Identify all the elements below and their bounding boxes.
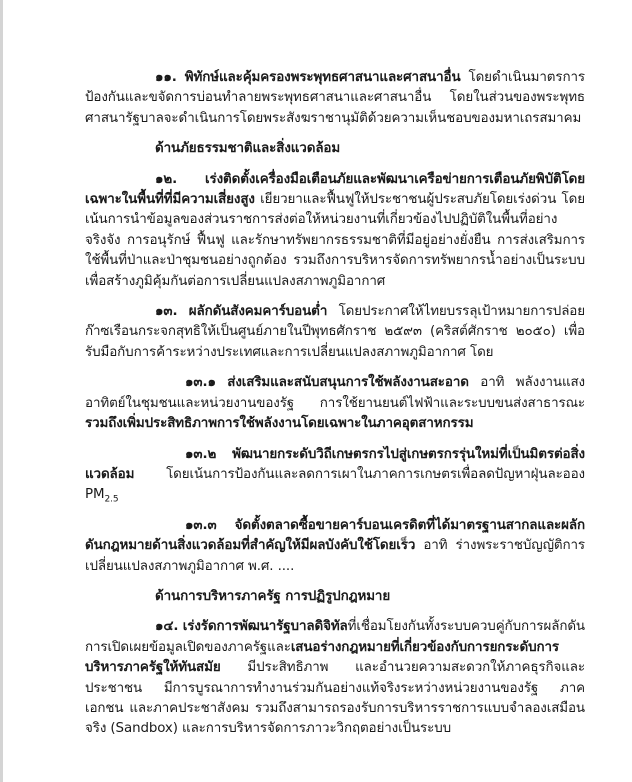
item-number: ๑๓.	[155, 304, 178, 320]
item-text: อาทิ พลังงานแสงอาทิตย์ในชุมชนและหน่วยงานของรัฐ การใช้ยานยนต์ไฟฟ้าและระบบขนส่งสาธารณะ	[85, 375, 585, 411]
item-title: ผลักดันสังคมคาร์บอนต่ำ	[188, 304, 328, 320]
item-title: พิทักษ์และคุ้มครองพระพุทธศาสนาและศาสนาอื่น	[184, 70, 461, 85]
item-number: ๑๓.๑	[185, 375, 216, 391]
item-text: โดยเน้นการป้องกันและลดการเผาในภาคการเกษตรเพื่อลดปัญหาฝุ่นละออง PM	[85, 466, 585, 503]
document-body	[85, 68, 585, 750]
item-title: จัดตั้งตลาดซื้อขายคาร์บอนเครดิตที่ได้มาตรฐานสากลและผลักดันกฎหมายด้านสิ่งแวดล้อมที่สำคัญให้มีผลบังคับใช้โดยเร็ว	[85, 517, 585, 554]
paragraph-11	[85, 68, 585, 129]
item-text: โดยดำเนินมาตรการป้องกันและขจัดการบ่อนทำลายพระพุทธศาสนาและศาสนาอื่น โดยในส่วนของพระพุทธศาสนารัฐบาลจะดำเนินการโดยพระสังฆราชานุมัติด้วยความเห็นชอบของมหาเถรสมาคม	[85, 70, 585, 126]
section-heading-disaster: ด้านภัยธรรมชาติและสิ่งแวดล้อม	[155, 141, 341, 157]
item-number: ๑๓.๓	[185, 517, 217, 533]
paragraph-13-2	[85, 445, 585, 506]
item-title: เร่งติดตั้งเครื่องมือเตือนภัยและพัฒนาเครือข่ายการเตือนภัยพิบัติโดยเฉพาะในพื้นที่ที่มีความเสี่ยงสูง	[85, 171, 585, 208]
item-text: อาทิ ร่างพระราชบัญญัติการเปลี่ยนแปลงสภาพภูมิอากาศ พ.ศ. ....	[85, 538, 585, 574]
item-number: ๑๑.	[155, 70, 177, 85]
item-number: ๑๒.	[155, 171, 178, 187]
item-emphasis: เสนอร่างกฎหมายที่เกี่ยวข้องกับการยกระดับการบริหารภาครัฐให้ทันสมัย	[85, 639, 560, 676]
item-title: ส่งเสริมและสนับสนุนการใช้พลังงานสะอาด	[227, 375, 469, 391]
paragraph-13	[85, 302, 585, 363]
paragraph-14	[85, 617, 585, 739]
document-page	[3, 0, 632, 782]
paragraph-12	[85, 170, 585, 292]
item-text-continued: มีประสิทธิภาพ และอำนวยความสะดวกให้ภาคธุรกิจและประชาชน มีการบูรณาการทำงานร่วมกันอย่างแท้จริงระหว่างหน่วยงานของรัฐ ภาคเอกชน และภาคประชาสังคม รวมถึงสามารถรองรับการบริหารราชการแบบจำลองเสมือนจริง (Sandbox) และการบริหารจัดการภาวะวิกฤตอย่างเป็นระบบ	[85, 660, 585, 737]
item-title: เร่งรัดการพัฒนารัฐบาลดิจิทัล	[182, 619, 348, 635]
item-number: ๑๔.	[155, 619, 179, 635]
item-text: โดยประกาศให้ไทยบรรลุเป้าหมายการปล่อยก๊าซเรือนกระจกสุทธิให้เป็นศูนย์ภายในปีพุทธศักราช ๒๕๙๓ (คริสต์ศักราช ๒๐๕๐) เพื่อรับมือกับการค้าระหว่างประเทศและการเปลี่ยนแปลงสภาพภูมิอากาศ โดย	[85, 304, 585, 360]
item-title: พัฒนายกระดับวิถีเกษตรกรไปสู่เกษตรกรรุ่นใหม่ที่เป็นมิตรต่อสิ่งแวดล้อม	[85, 446, 585, 482]
item-emphasis: รวมถึงเพิ่มประสิทธิภาพการใช้พลังงานโดยเฉพาะในภาคอุตสาหกรรม	[85, 416, 474, 432]
paragraph-13-1	[85, 373, 585, 434]
item-number: ๑๓.๒	[185, 446, 217, 462]
item-text: เยียวยาและฟื้นฟูให้ประชาชนผู้ประสบภัยโดยเร่งด่วน โดยเน้นการนำข้อมูลของส่วนราชการส่งต่อให้หน่วยงานที่เกี่ยวข้องไปปฏิบัติในพื้นที่อย่างจริงจัง การอนุรักษ์ ฟื้นฟู และรักษาทรัพยากรธรรมชาติที่มีอยู่อย่างยั่งยืน การส่งเสริมการใช้พื้นที่ป่าและป่าชุมชนอย่างถูกต้อง รวมถึงการบริหารจัดการทรัพยากรน้ำอย่างเป็นระบบ เพื่อสร้างภูมิคุ้มกันต่อการเปลี่ยนแปลงสภาพภูมิอากาศ	[85, 192, 585, 289]
section-heading-admin: ด้านการบริหารภาครัฐ การปฏิรูปกฎหมาย	[155, 588, 391, 604]
paragraph-13-3	[85, 516, 585, 577]
pm-subscript: 2.5	[104, 494, 119, 505]
item-text: ที่เชื่อมโยงกันทั้งระบบควบคู่กับการผลักดันการเปิดเผยข้อมูลเปิดของภาครัฐและ	[85, 619, 585, 655]
